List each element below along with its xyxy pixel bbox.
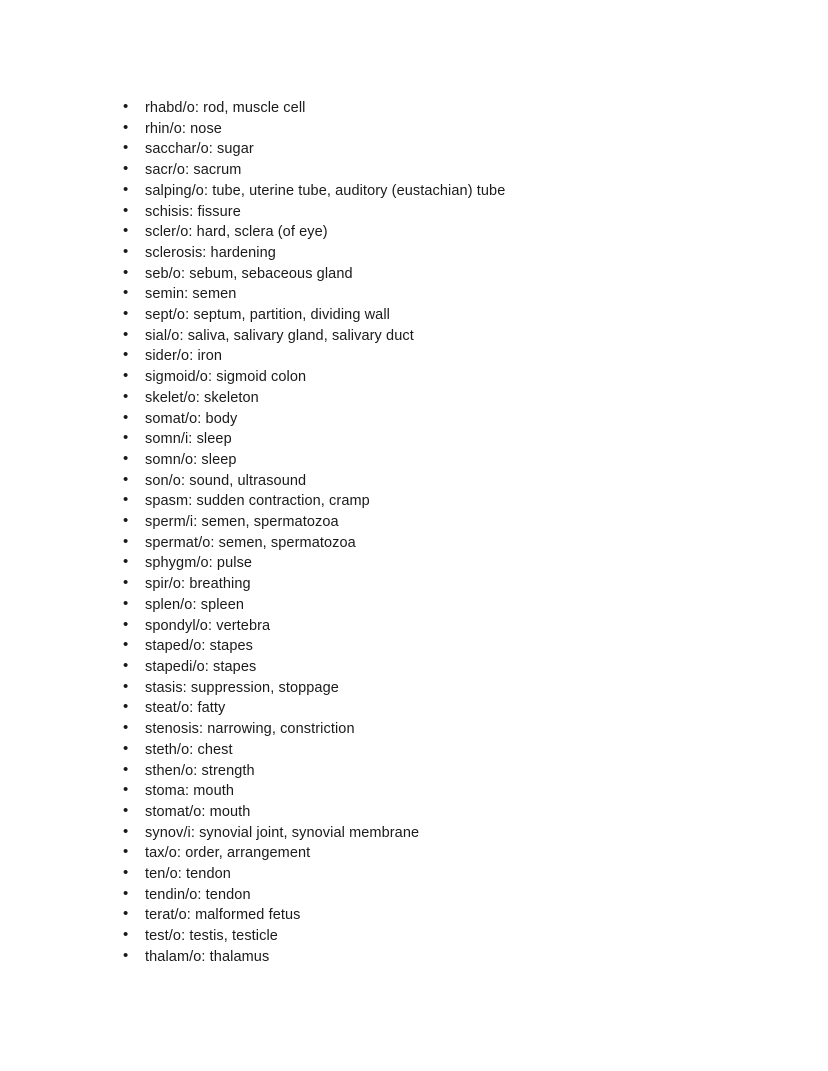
bullet-icon: • <box>123 429 129 447</box>
list-item-text: salping/o: tube, uterine tube, auditory (eustachian) tube <box>145 182 506 199</box>
list-item <box>122 264 788 285</box>
list-item <box>122 222 788 243</box>
list-item <box>122 843 788 864</box>
bullet-icon: • <box>123 325 129 343</box>
bullet-icon: • <box>123 242 129 260</box>
list-item <box>122 346 788 367</box>
list-item-text: stenosis: narrowing, constriction <box>145 721 355 738</box>
list-item-text: spondyl/o: vertebra <box>145 617 271 634</box>
bullet-icon: • <box>123 346 129 364</box>
list-item <box>122 678 788 699</box>
list-item-text: skelet/o: skeleton <box>145 389 259 406</box>
list-item-text: sacr/o: sacrum <box>145 162 242 179</box>
bullet-icon: • <box>123 760 129 778</box>
list-item-text: test/o: testis, testicle <box>145 928 278 945</box>
list-item-text: rhabd/o: rod, muscle cell <box>145 100 306 116</box>
list-item-text: sial/o: saliva, salivary gland, salivary duct <box>145 327 414 344</box>
list-item-text: tax/o: order, arrangement <box>145 845 311 862</box>
list-item-text: thalam/o: thalamus <box>145 948 270 965</box>
list-item-text: ten/o: tendon <box>145 866 231 883</box>
list-item <box>122 533 788 554</box>
list-item <box>122 574 788 595</box>
list-item-text: schisis: fissure <box>145 203 241 220</box>
list-item-text: sacchar/o: sugar <box>145 141 254 158</box>
bullet-icon: • <box>123 263 129 281</box>
list-item <box>122 284 788 305</box>
list-item <box>122 823 788 844</box>
list-item <box>122 98 788 119</box>
bullet-icon: • <box>123 305 129 323</box>
list-item <box>122 305 788 326</box>
bullet-icon: • <box>123 636 129 654</box>
bullet-icon: • <box>123 781 129 799</box>
list-item-text: somn/o: sleep <box>145 451 237 468</box>
bullet-icon: • <box>123 408 129 426</box>
list-item <box>122 491 788 512</box>
bullet-icon: • <box>123 449 129 467</box>
list-item <box>122 553 788 574</box>
list-item-text: stasis: suppression, stoppage <box>145 679 339 696</box>
list-item-text: scler/o: hard, sclera (of eye) <box>145 224 328 241</box>
list-item <box>122 657 788 678</box>
list-item-text: son/o: sound, ultrasound <box>145 472 307 489</box>
list-item <box>122 636 788 657</box>
list-item-text: terat/o: malformed fetus <box>145 907 301 924</box>
list-item-text: sigmoid/o: sigmoid colon <box>145 369 307 386</box>
list-item-text: synov/i: synovial joint, synovial membrane <box>145 824 420 841</box>
list-item-text: somn/i: sleep <box>145 431 232 448</box>
list-item-text: sclerosis: hardening <box>145 244 276 261</box>
list-item <box>122 802 788 823</box>
bullet-icon: • <box>123 512 129 530</box>
list-item <box>122 181 788 202</box>
list-item-text: sphygm/o: pulse <box>145 555 253 572</box>
bullet-icon: • <box>123 387 129 405</box>
list-item-text: sthen/o: strength <box>145 762 255 779</box>
list-item <box>122 202 788 223</box>
list-item <box>122 326 788 347</box>
list-item-text: spir/o: breathing <box>145 576 251 593</box>
list-item-text: sperm/i: semen, spermatozoa <box>145 514 339 531</box>
bullet-icon: • <box>123 553 129 571</box>
list-item <box>122 595 788 616</box>
list-item-text: stomat/o: mouth <box>145 803 251 820</box>
bullet-icon: • <box>123 118 129 136</box>
list-item <box>122 119 788 140</box>
bullet-icon: • <box>123 470 129 488</box>
list-item-text: somat/o: body <box>145 410 238 427</box>
bullet-icon: • <box>123 677 129 695</box>
list-item <box>122 388 788 409</box>
list-item-text: sept/o: septum, partition, dividing wall <box>145 307 390 324</box>
list-item-text: stoma: mouth <box>145 783 235 800</box>
list-item <box>122 719 788 740</box>
bullet-icon: • <box>123 491 129 509</box>
bullet-icon: • <box>123 615 129 633</box>
list-item-text: rhin/o: nose <box>145 120 222 137</box>
list-item <box>122 905 788 926</box>
list-item-text: stapedi/o: stapes <box>145 658 257 675</box>
bullet-icon: • <box>123 946 129 964</box>
bullet-icon: • <box>123 656 129 674</box>
bullet-icon: • <box>123 843 129 861</box>
list-item <box>122 243 788 264</box>
list-item-text: splen/o: spleen <box>145 596 245 613</box>
bullet-icon: • <box>123 201 129 219</box>
bullet-icon: • <box>123 160 129 178</box>
list-item <box>122 139 788 160</box>
bullet-icon: • <box>123 719 129 737</box>
list-item-text: staped/o: stapes <box>145 638 254 655</box>
list-item-text: steat/o: fatty <box>145 700 226 717</box>
list-item-text: seb/o: sebum, sebaceous gland <box>145 265 353 282</box>
bullet-icon: • <box>123 864 129 882</box>
bullet-icon: • <box>123 139 129 157</box>
bullet-icon: • <box>123 739 129 757</box>
bullet-icon: • <box>123 698 129 716</box>
list-item <box>122 160 788 181</box>
list-item <box>122 367 788 388</box>
list-item <box>122 926 788 947</box>
bullet-icon: • <box>123 180 129 198</box>
list-item-text: tendin/o: tendon <box>145 886 251 903</box>
list-item <box>122 885 788 906</box>
list-item-text: spasm: sudden contraction, cramp <box>145 493 370 510</box>
list-item-text: semin: semen <box>145 286 237 303</box>
list-item <box>122 947 788 968</box>
list-item <box>122 429 788 450</box>
bullet-icon: • <box>123 926 129 944</box>
list-item <box>122 864 788 885</box>
bullet-icon: • <box>123 822 129 840</box>
list-item-text: spermat/o: semen, spermatozoa <box>145 534 356 551</box>
bullet-icon: • <box>123 884 129 902</box>
list-item <box>122 471 788 492</box>
bullet-icon: • <box>123 222 129 240</box>
bullet-icon: • <box>123 98 129 115</box>
list-item <box>122 450 788 471</box>
bullet-icon: • <box>123 574 129 592</box>
list-item <box>122 740 788 761</box>
bullet-icon: • <box>123 905 129 923</box>
list-item <box>122 409 788 430</box>
list-item <box>122 512 788 533</box>
list-item <box>122 616 788 637</box>
bullet-icon: • <box>123 284 129 302</box>
list-item <box>122 761 788 782</box>
bullet-icon: • <box>123 532 129 550</box>
list-item-text: sider/o: iron <box>145 348 223 365</box>
bullet-icon: • <box>123 367 129 385</box>
list-item-text: steth/o: chest <box>145 741 233 758</box>
list-item <box>122 698 788 719</box>
list-item <box>122 781 788 802</box>
bullet-icon: • <box>123 594 129 612</box>
bullet-icon: • <box>123 801 129 819</box>
